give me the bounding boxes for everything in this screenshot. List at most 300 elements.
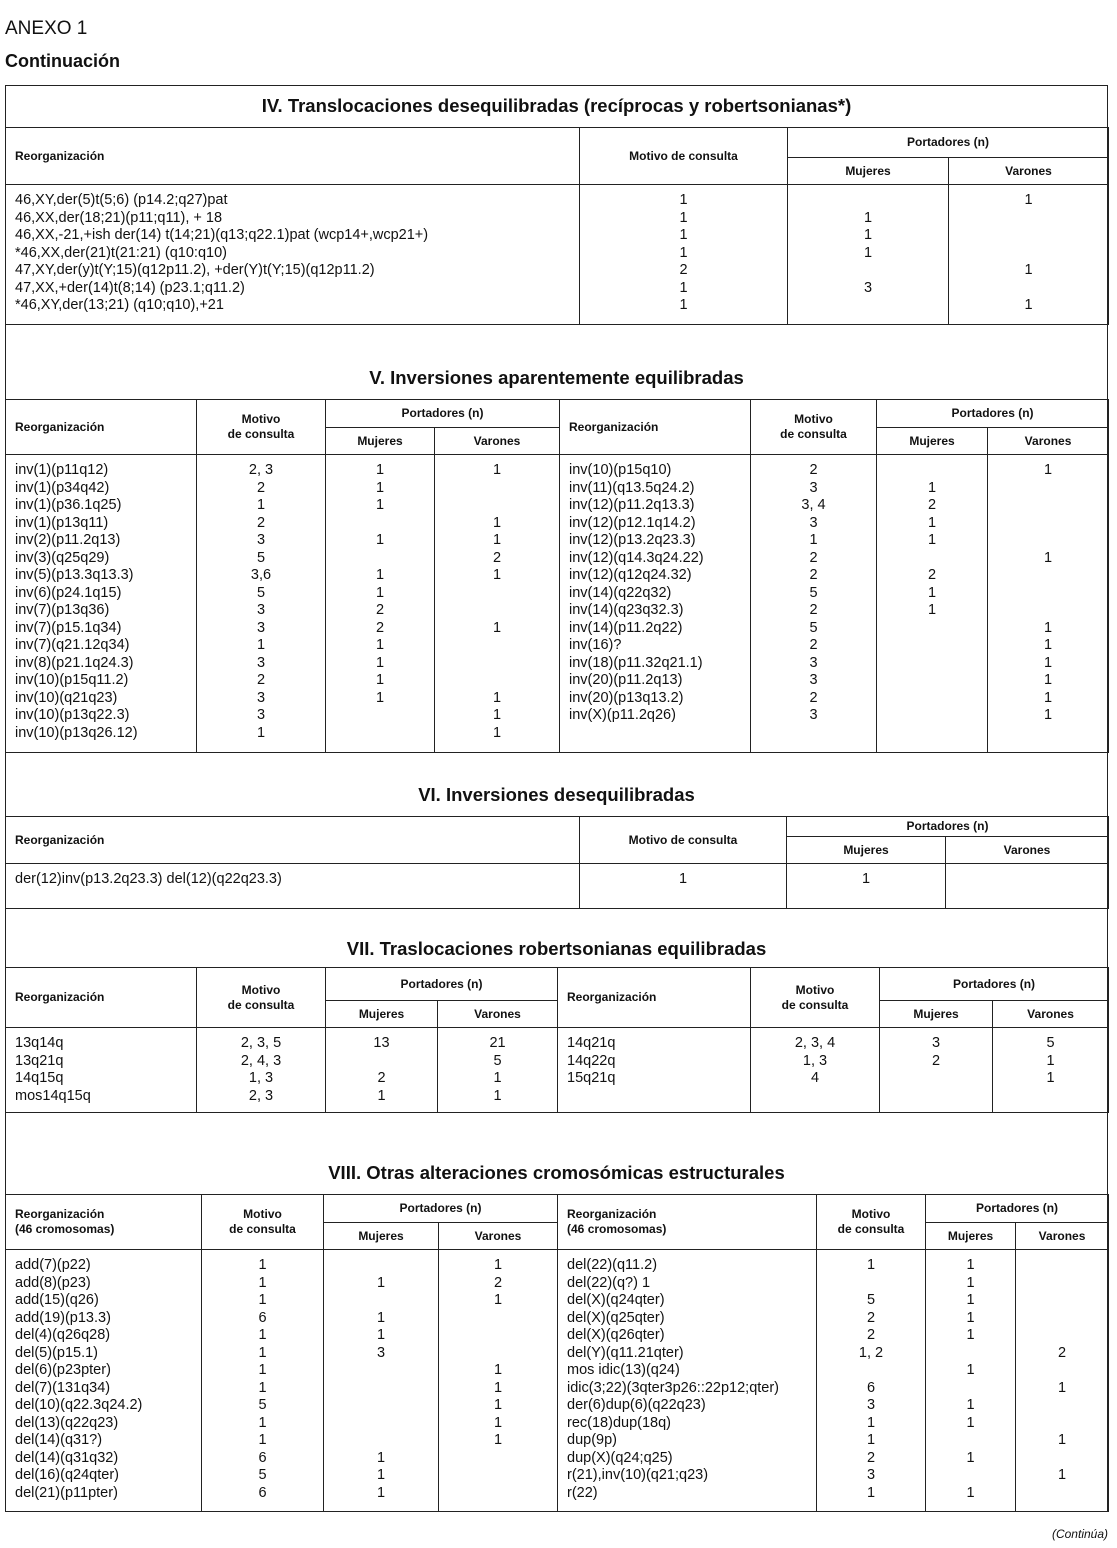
cell-line: 1 [258, 1292, 267, 1308]
mujeres-cell [324, 1250, 439, 1512]
col-reorganizacion: Reorganización [6, 128, 580, 185]
cell-line: 2 [256, 514, 266, 531]
cell-line: 4 [810, 1070, 820, 1086]
varones-cell [435, 455, 560, 753]
col-portadores: Portadores (n) [926, 1195, 1109, 1223]
cell-line: rec(18)dup(18q) [567, 1414, 671, 1431]
col-reorganizacion: Reorganización [6, 968, 197, 1028]
cell-line [817, 1275, 925, 1293]
cell-line: 1 [375, 672, 385, 688]
cell-line: 2 [809, 602, 818, 618]
cell-line: 1 [493, 1432, 503, 1448]
cell-line: 1 [1043, 672, 1053, 688]
col-mujeres: Mujeres [926, 1223, 1016, 1250]
col-portadores: Portadores (n) [788, 128, 1109, 158]
cell-line: inv(10)(p15q10) [569, 462, 672, 478]
cell-line: 1 [258, 1274, 267, 1291]
cell-line: 1 [866, 1257, 876, 1273]
cell-line: del(14)(q31q32) [15, 1449, 119, 1466]
motivo-cell [817, 1250, 926, 1512]
section-viii-number: VIII. [328, 1162, 362, 1183]
cell-line: der(6)dup(6)(q22q23) [567, 1397, 706, 1413]
cell-line: 1 [375, 637, 385, 653]
cell-line [949, 210, 1108, 228]
col-mujeres: Mujeres [788, 158, 949, 185]
cell-line: inv(12)(p13.2q23.3) [569, 532, 696, 548]
cell-line: 1 [376, 1327, 386, 1343]
cell-line: 2 [866, 1327, 876, 1343]
col-motivo-line2: de consulta [780, 427, 847, 441]
cell-line [435, 585, 559, 603]
col-mujeres: Mujeres [787, 837, 946, 864]
cell-line: 3 [866, 1397, 876, 1413]
col-mujeres: Mujeres [326, 428, 435, 455]
cell-line: 1 [376, 1449, 386, 1466]
cell-line: 2 [809, 637, 818, 653]
cell-line: 1 [927, 532, 937, 548]
cell-line: 2 [866, 1449, 876, 1466]
mujeres-cell [788, 185, 949, 325]
cell-line: inv(1)(p11q12) [15, 462, 109, 478]
col-motivo-line2: de consulta [227, 997, 295, 1012]
cell-line: 3 [809, 707, 818, 723]
col-portadores: Portadores (n) [880, 968, 1109, 1001]
cell-line: del(21)(p11pter) [15, 1484, 118, 1501]
cell-line [877, 672, 987, 690]
mujeres-cell [326, 455, 435, 753]
cell-line: 6 [258, 1484, 267, 1501]
col-motivo: Motivo de consulta [580, 128, 788, 185]
col-varones: Varones [438, 1001, 558, 1028]
varones-cell [949, 185, 1109, 325]
cell-line: 2 [809, 462, 818, 478]
cell-line [1016, 1415, 1108, 1433]
cell-line: 3 [256, 689, 266, 706]
cell-line: 1 [375, 689, 385, 706]
cell-line: inv(7)(p13q36) [15, 602, 110, 618]
cell-line: inv(14)(q22q32) [569, 584, 672, 601]
cell-line: 1 [679, 227, 688, 243]
cell-line: 1 [679, 192, 688, 208]
cell-line: 1, 2 [858, 1344, 884, 1361]
cell-line: 1 [966, 1327, 975, 1343]
cell-line: inv(1)(p34q42) [15, 479, 110, 496]
cell-line [988, 497, 1108, 515]
col-motivo-line1: Motivo [241, 982, 281, 997]
cell-line: 1 [1043, 707, 1053, 723]
cell-line: 1 [376, 1484, 386, 1501]
cell-line: 2 [866, 1309, 876, 1326]
cell-line: 1 [493, 1070, 502, 1086]
cell-line: 3 [256, 602, 266, 618]
section-iv-title [6, 95, 1107, 117]
col-motivo: Motivo de consulta [580, 817, 787, 864]
cell-line: 3 [809, 654, 818, 671]
cell-line: add(15)(q26) [15, 1292, 99, 1308]
cell-line [439, 1345, 557, 1363]
cell-line: 1 [1043, 637, 1053, 653]
col-motivo-line1: Motivo [795, 982, 835, 997]
cell-line: 1 [493, 1292, 503, 1308]
cell-line: 1 [863, 227, 873, 243]
cell-line: del(X)(q25qter) [567, 1309, 665, 1326]
cell-line: 2, 3, 4 [794, 1035, 836, 1051]
cell-line: 1 [966, 1292, 975, 1308]
cell-line: 1 [258, 1379, 267, 1396]
cell-line: r(21),inv(10)(q21;q23) [567, 1467, 709, 1483]
col-reorganizacion-line1: Reorganización [15, 1207, 105, 1221]
cell-line [326, 550, 434, 568]
col-varones: Varones [988, 428, 1109, 455]
cell-line: inv(11)(q13.5q24.2) [569, 479, 695, 496]
cell-line: mos14q15q [15, 1087, 91, 1104]
cell-line [439, 1467, 557, 1485]
cell-line [877, 637, 987, 655]
col-reorganizacion: Reorganización [560, 400, 751, 455]
motivo-cell [197, 1028, 326, 1113]
cell-line [949, 227, 1108, 245]
col-portadores: Portadores (n) [787, 817, 1109, 837]
cell-line: 1 [375, 567, 385, 583]
cell-line: 1 [258, 1414, 267, 1431]
col-motivo-line1: Motivo [794, 412, 833, 426]
col-varones: Varones [439, 1223, 558, 1250]
cell-line: inv(20)(p11.2q13) [569, 672, 683, 688]
cell-line: inv(16)? [569, 637, 622, 653]
cell-line: 14q22q [567, 1052, 616, 1069]
cell-line: 1 [1046, 1052, 1055, 1069]
reorganization-cell [560, 455, 751, 753]
reorganization-cell [6, 1250, 202, 1512]
cell-line: 2 [493, 1274, 503, 1291]
cell-line: inv(10)(p13q26.12) [15, 724, 138, 741]
cell-line: del(5)(p15.1) [15, 1344, 99, 1361]
reorganization-cell [6, 864, 580, 909]
cell-line [439, 1485, 557, 1503]
cell-line: inv(20)(p13q13.2) [569, 689, 684, 706]
cell-line [1016, 1310, 1108, 1328]
cell-line [1016, 1292, 1108, 1310]
cell-line: 1 [866, 1432, 876, 1448]
cell-line: inv(10)(q21q23) [15, 689, 118, 706]
cell-line: 1 [966, 1274, 975, 1291]
cell-line [324, 1432, 438, 1450]
cell-line: 1 [1043, 619, 1053, 636]
cell-line: 47,XX,+der(14)t(8;14) (p23.1;q11.2) [15, 279, 245, 296]
cell-line: inv(8)(p21.1q24.3) [15, 654, 134, 671]
cell-line [988, 585, 1108, 603]
cell-line: add(19)(p13.3) [15, 1309, 111, 1326]
cell-line: 6 [866, 1379, 876, 1396]
section-vi-text: Inversiones desequilibradas [445, 784, 695, 805]
cell-line: 1 [377, 1087, 386, 1104]
cell-line: 3 [809, 672, 818, 688]
mujeres-cell [926, 1250, 1016, 1512]
cell-line: inv(1)(p36.1q25) [15, 497, 122, 513]
cell-line [877, 462, 987, 480]
cell-line: *46,XY,der(13;21) (q10;q10),+21 [15, 297, 224, 313]
cell-line: del(X)(q26qter) [567, 1327, 665, 1343]
cell-line: del(13)(q22q23) [15, 1414, 119, 1431]
varones-cell [439, 1250, 558, 1512]
cell-line: 3 [256, 707, 266, 723]
cell-line [949, 245, 1108, 263]
cell-line: 1 [861, 871, 871, 887]
cell-line [926, 1380, 1015, 1398]
mujeres-cell [787, 864, 946, 909]
col-portadores: Portadores (n) [326, 968, 558, 1001]
cell-line: *46,XX,der(21)t(21:21) (q10:q10) [15, 244, 227, 261]
cell-line: 1 [1057, 1432, 1067, 1448]
mujeres-cell [880, 1028, 993, 1113]
section-v-number: V. [369, 367, 385, 388]
cell-line [1016, 1397, 1108, 1415]
annex-table-frame [5, 85, 1108, 1511]
cell-line [788, 297, 948, 315]
cell-line: 1 [492, 514, 502, 531]
cell-line [988, 602, 1108, 620]
section-v-text: Inversiones aparentemente equilibradas [390, 367, 744, 388]
varones-cell [993, 1028, 1109, 1113]
cell-line [1016, 1275, 1108, 1293]
section-vii-number: VII. [346, 938, 375, 959]
cell-line: 2 [809, 689, 818, 706]
cell-line [877, 690, 987, 708]
cell-line: 1 [1043, 549, 1053, 566]
cell-line: 2 [377, 1070, 386, 1086]
col-motivo-line2: de consulta [229, 1222, 296, 1236]
mujeres-cell [877, 455, 988, 753]
cell-line: 2 [1057, 1344, 1067, 1361]
cell-line: 1 [1043, 654, 1053, 671]
cell-line [877, 550, 987, 568]
cell-line: 2 [375, 619, 385, 636]
cell-line: inv(7)(q21.12q34) [15, 637, 130, 653]
col-reorganizacion: Reorganización [6, 817, 580, 864]
cell-line: 1 [927, 479, 937, 496]
cell-line: 3 [863, 279, 873, 296]
cell-line: 1 [256, 637, 266, 653]
cell-line [439, 1327, 557, 1345]
col-reorganizacion: Reorganización [558, 968, 751, 1028]
cell-line: 5 [866, 1292, 876, 1308]
cell-line: 1 [966, 1414, 975, 1431]
col-varones: Varones [946, 837, 1109, 864]
cell-line: 1 [375, 462, 385, 478]
varones-cell [438, 1028, 558, 1113]
cell-line: del(7)(131q34) [15, 1379, 111, 1396]
cell-line: 3 [866, 1467, 876, 1483]
cell-line: 1 [679, 279, 688, 296]
cell-line: 1 [679, 244, 688, 261]
cell-line: 2 [809, 549, 818, 566]
reorganization-cell [558, 1250, 817, 1512]
cell-line: 2, 4, 3 [240, 1052, 282, 1069]
section-viii-title [6, 1162, 1107, 1184]
cell-line [326, 1053, 437, 1071]
cell-line [326, 725, 434, 743]
col-motivo [197, 400, 326, 455]
col-motivo-line1: Motivo [243, 1207, 282, 1221]
cell-line: del(14)(q31?) [15, 1432, 103, 1448]
varones-cell [988, 455, 1109, 753]
cell-line [926, 1345, 1015, 1363]
cell-line [877, 707, 987, 725]
cell-line: 1 [492, 462, 502, 478]
section-viii-text: Otras alteraciones cromosómicas estructurales [366, 1162, 785, 1183]
continua-note: (Continúa) [1051, 1527, 1108, 1541]
cell-line: 3 [256, 654, 266, 671]
varones-cell [1016, 1250, 1109, 1512]
cell-line: 1 [493, 1414, 503, 1431]
cell-line: del(22)(q11.2) [567, 1257, 658, 1273]
motivo-cell [580, 864, 787, 909]
cell-line: del(10)(q22.3q24.2) [15, 1397, 143, 1413]
reorganization-cell [558, 1028, 751, 1113]
cell-line: 1 [492, 619, 502, 636]
cell-line: 1 [966, 1397, 975, 1413]
col-portadores: Portadores (n) [877, 400, 1109, 428]
varones-cell [946, 864, 1109, 909]
cell-line: del(16)(q24qter) [15, 1467, 119, 1483]
col-mujeres: Mujeres [880, 1001, 993, 1028]
cell-line: 1 [493, 1362, 503, 1378]
cell-line: 1 [256, 724, 266, 741]
cell-line: 1 [258, 1327, 267, 1343]
cell-line: 3, 4 [801, 497, 826, 513]
cell-line: 1 [863, 209, 873, 226]
cell-line [324, 1292, 438, 1310]
col-portadores: Portadores (n) [326, 400, 560, 428]
cell-line [877, 620, 987, 638]
cell-line [324, 1397, 438, 1415]
motivo-cell [751, 1028, 880, 1113]
cell-line: inv(12)(p11.2q13.3) [569, 497, 695, 513]
cell-line: 2 [809, 567, 818, 583]
section-iv-table [5, 127, 1109, 325]
col-motivo-line2: de consulta [837, 1222, 905, 1236]
cell-line: 1 [866, 1414, 876, 1431]
cell-line [946, 871, 1108, 889]
cell-line: 5 [258, 1467, 267, 1483]
cell-line [988, 567, 1108, 585]
section-vi-title [6, 784, 1107, 806]
cell-line: inv(6)(p24.1q15) [15, 584, 122, 601]
motivo-cell [580, 185, 788, 325]
section-vii-table [5, 967, 1109, 1113]
col-motivo [751, 400, 877, 455]
section-iv-text: Translocaciones desequilibradas (recíprocas y robertsonianas*) [287, 95, 852, 116]
cell-line [988, 515, 1108, 533]
cell-line: dup(X)(q24;q25) [567, 1449, 673, 1466]
cell-line: 1 [493, 1257, 503, 1273]
reorganization-cell [6, 185, 580, 325]
cell-line: 1, 3 [802, 1052, 828, 1069]
col-mujeres: Mujeres [326, 1001, 438, 1028]
cell-line: inv(12)(q14.3q24.22) [569, 549, 704, 566]
cell-line: 1, 3 [248, 1070, 274, 1086]
cell-line [926, 1467, 1015, 1485]
cell-line: 1 [678, 871, 688, 887]
cell-line: inv(10)(p13q22.3) [15, 707, 130, 723]
cell-line: 2 [256, 672, 266, 688]
cell-line: 1 [493, 1379, 503, 1396]
cell-line [1016, 1362, 1108, 1380]
cell-line [324, 1380, 438, 1398]
col-mujeres: Mujeres [877, 428, 988, 455]
cell-line: 1 [1057, 1379, 1067, 1396]
cell-line [1016, 1450, 1108, 1468]
cell-line: 1 [375, 584, 385, 601]
motivo-cell [751, 455, 877, 753]
cell-line: 1 [966, 1257, 975, 1273]
cell-line: 1 [492, 724, 502, 741]
cell-line: 1 [376, 1467, 386, 1483]
cell-line [1016, 1327, 1108, 1345]
col-motivo [751, 968, 880, 1028]
cell-line: der(12)inv(p13.2q23.3) del(12)(q22q23.3) [15, 871, 282, 887]
cell-line [324, 1362, 438, 1380]
continuation-label: Continuación [5, 51, 120, 71]
cell-line: r(22) [567, 1484, 598, 1501]
col-reorganizacion-line2: (46 cromosomas) [15, 1222, 115, 1236]
cell-line: 14q21q [567, 1035, 616, 1051]
cell-line: 1 [492, 689, 502, 706]
cell-line: 3 [931, 1035, 941, 1051]
cell-line: inv(3)(q25q29) [15, 549, 110, 566]
cell-line: 1 [375, 479, 385, 496]
cell-line: del(4)(q26q28) [15, 1327, 111, 1343]
cell-line: mos idic(13)(q24) [567, 1362, 680, 1378]
cell-line: 5 [258, 1397, 267, 1413]
reorganization-cell [6, 1028, 197, 1113]
cell-line: 1 [966, 1309, 975, 1326]
annex-title: ANEXO 1 [5, 18, 88, 39]
col-varones: Varones [435, 428, 560, 455]
cell-line [926, 1432, 1015, 1450]
cell-line [435, 655, 559, 673]
cell-line: inv(7)(p15.1q34) [15, 619, 122, 636]
cell-line: 46,XX,der(18;21)(p11;q11), + 18 [15, 209, 223, 226]
cell-line: inv(12)(p12.1q14.2) [569, 514, 696, 531]
cell-line: del(Y)(q11.21qter) [567, 1344, 684, 1361]
cell-line: 1 [679, 209, 688, 226]
cell-line: idic(3;22)(3qter3p26::22p12;qter) [567, 1379, 780, 1396]
cell-line [988, 480, 1108, 498]
cell-line: 1 [375, 532, 385, 548]
cell-line: 1 [492, 532, 502, 548]
cell-line [435, 497, 559, 515]
cell-line: 1 [1043, 462, 1053, 478]
cell-line [326, 707, 434, 725]
cell-line [439, 1310, 557, 1328]
cell-line [788, 192, 948, 210]
col-reorganizacion [558, 1195, 817, 1250]
cell-line: inv(X)(p11.2q26) [569, 707, 676, 723]
cell-line: 1 [376, 1309, 386, 1326]
mujeres-cell [326, 1028, 438, 1113]
col-motivo [202, 1195, 324, 1250]
cell-line: inv(18)(p11.32q21.1) [569, 654, 703, 671]
cell-line: 5 [493, 1052, 502, 1069]
cell-line [324, 1257, 438, 1275]
cell-line: 14q15q [15, 1070, 64, 1086]
cell-line: 1 [966, 1484, 975, 1501]
cell-line: 2, 3, 5 [240, 1035, 282, 1051]
cell-line: 1 [256, 497, 266, 513]
cell-line: 5 [1046, 1035, 1055, 1051]
col-motivo [817, 1195, 926, 1250]
